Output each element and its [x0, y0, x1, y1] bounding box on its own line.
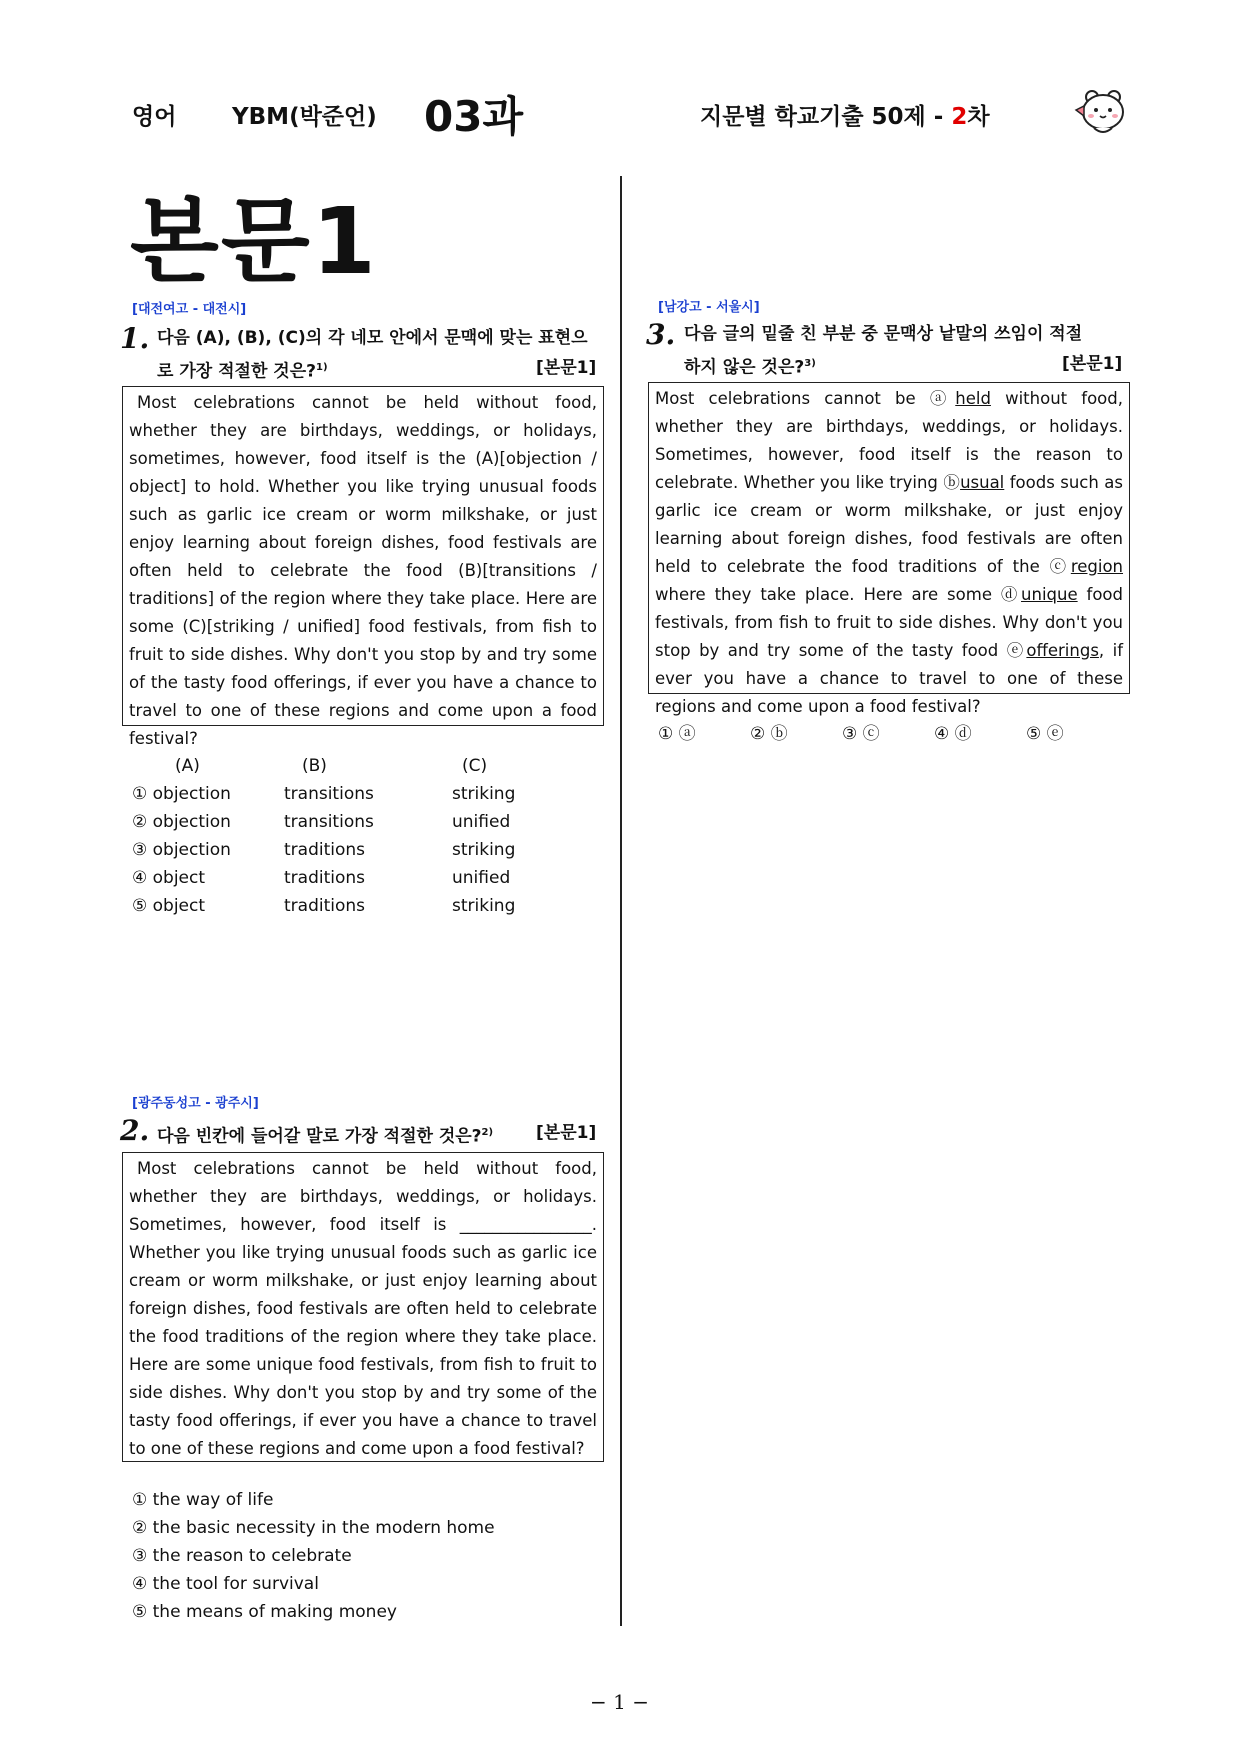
- lesson-label: 03과: [424, 92, 524, 141]
- underline-a: held: [955, 389, 991, 408]
- q1-option[interactable]: ④ object traditions unified: [132, 868, 511, 888]
- q2-instruction: 다음 빈칸에 들어갈 말로 가장 적절한 것은?$^{2)}$: [157, 1126, 494, 1147]
- q1-option[interactable]: ⑤ object traditions striking: [132, 896, 516, 916]
- q1-header-c: (C): [462, 756, 488, 776]
- publisher-label: YBM(박준언): [232, 104, 377, 130]
- q1-passage: Most celebrations cannot be held without food, whether they are birthdays, weddings, or holidays, sometimes, however, food itself is the (A)[objection / object] to hold. Whether you like trying unusual foods such as garlic ice cream or worm milkshake, or just enjoy learning about foreign dishes, food festivals are often held to celebrate the food (B)[transitions / traditions] of the region where they take place. Here are some (C)[striking / unified] food festivals, from fish to fruit to side dishes. Why don't you stop by and try some of the tasty food offerings, if ever you have a chance to travel to one of these regions and come upon a food festival?: [122, 386, 604, 726]
- q2-option[interactable]: ③ the reason to celebrate: [132, 1546, 352, 1566]
- q2-option[interactable]: ⑤ the means of making money: [132, 1602, 397, 1622]
- q1-option[interactable]: ② objection transitions unified: [132, 812, 511, 832]
- q2-number: 2.: [120, 1114, 150, 1147]
- q1-header-b: (B): [302, 756, 327, 776]
- marker-b: ⓑ: [943, 473, 961, 492]
- page-number: − 1 −: [590, 1690, 649, 1714]
- q3-instruction: 다음 글의 밑줄 친 부분 중 문맥상 낱말의 쓰임이 적절 하지 않은 것은?$^{3)}$: [684, 324, 1083, 378]
- q2-option[interactable]: ② the basic necessity in the modern home: [132, 1518, 495, 1538]
- q2-option[interactable]: ④ the tool for survival: [132, 1574, 319, 1594]
- q2-source: [광주동성고 - 광주시]: [132, 1096, 259, 1111]
- q3-option[interactable]: ② ⓑ: [750, 724, 788, 744]
- q2-blank: ________________: [459, 1215, 592, 1234]
- marker-d: ⓓ: [1000, 585, 1022, 604]
- q3-source: [남강고 - 서울시]: [658, 300, 760, 315]
- q3-number: 3.: [646, 318, 676, 351]
- marker-c: ⓒ: [1049, 557, 1071, 576]
- q1-number: 1.: [120, 322, 150, 355]
- q2-option-list: [132, 1486, 495, 1626]
- marker-e: ⓔ: [1006, 641, 1027, 660]
- section-title: 본문1: [130, 188, 378, 295]
- subject-label: 영어: [132, 104, 177, 130]
- series-label: 지문별 학교기출 50제 - 2차: [700, 104, 990, 130]
- q3-tag: [본문1]: [1062, 354, 1123, 374]
- q1-option[interactable]: ① objection transitions striking: [132, 784, 516, 804]
- q1-option-list: [132, 780, 515, 920]
- series-round: 2: [951, 104, 968, 130]
- underline-b: usual: [960, 473, 1005, 492]
- q1-header-a: (A): [175, 756, 200, 776]
- q2-tag: [본문1]: [536, 1123, 597, 1143]
- column-divider: [620, 176, 622, 1626]
- q3-option[interactable]: ④ ⓓ: [934, 724, 972, 744]
- underline-d: unique: [1021, 585, 1078, 604]
- q2-passage: Most celebrations cannot be held without food, whether they are birthdays, weddings, or holidays. Sometimes, however, food itself is ________________. Whether you like trying unusual foods such as garlic ice cream or worm milkshake, or just enjoy learning about foreign dishes, food festivals are often held to celebrate the food traditions of the region where they take place. Here are some unique food festivals, from fish to fruit to side dishes. Why don't you stop by and try some of the tasty food offerings, if ever you have a chance to travel to one of these regions and come upon a food festival?: [122, 1152, 604, 1462]
- q3-option[interactable]: ① ⓐ: [658, 724, 696, 744]
- q3-option[interactable]: ⑤ ⓔ: [1026, 724, 1064, 744]
- q1-instruction: 다음 (A), (B), (C)의 각 네모 안에서 문맥에 맞는 표현으 로 가장 적절한 것은?$^{1)}$: [157, 328, 588, 382]
- q2-option[interactable]: ① the way of life: [132, 1490, 274, 1510]
- q1-tag: [본문1]: [536, 358, 597, 378]
- marker-a: ⓐ: [929, 389, 956, 408]
- underline-c: region: [1070, 557, 1124, 576]
- q1-option[interactable]: ③ objection traditions striking: [132, 840, 516, 860]
- q3-passage: Most celebrations cannot be ⓐheld without food, whether they are birthdays, weddings, or holidays. Sometimes, however, food itself is the reason to celebrate. Whether you like trying ⓑusual foods such as garlic ice cream or worm milkshake, or just enjoy learning about foreign dishes, food festivals are often held to celebrate the food traditions of the ⓒregion where they take place. Here are some ⓓunique food festivals, from fish to fruit to side dishes. Why don't you stop by and try some of the tasty food ⓔofferings, if ever you have a chance to travel to one of these regions and come upon a food festival?: [648, 382, 1130, 694]
- bear-mascot-icon: [1070, 86, 1128, 138]
- q3-option-list: [658, 720, 1106, 748]
- q3-option[interactable]: ③ ⓒ: [842, 724, 880, 744]
- q1-source: [대전여고 - 대전시]: [132, 302, 247, 317]
- underline-e: offerings: [1026, 641, 1099, 660]
